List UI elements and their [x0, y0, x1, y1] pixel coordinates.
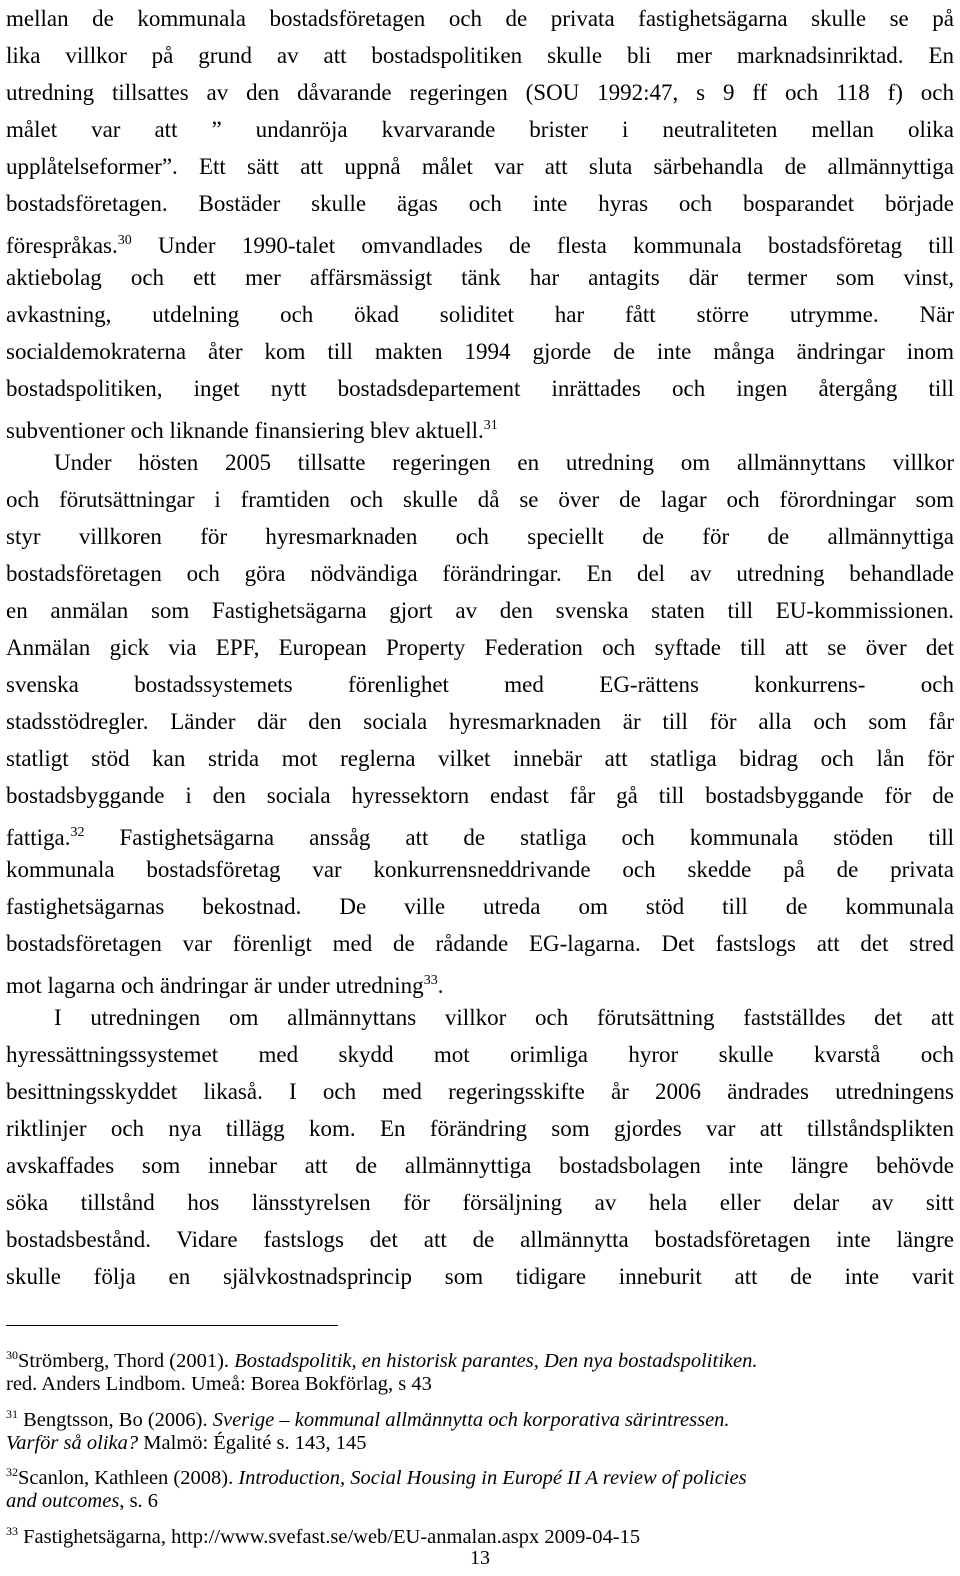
- line-text-cont: Fastighetsägarna anssåg att de statliga och kommunala stöden till: [84, 825, 954, 850]
- footnote-text: Strömberg, Thord (2001).: [18, 1350, 235, 1372]
- text-line: [6, 79, 954, 107]
- line-text: bostadsbyggande i den sociala hyressektorn endast får gå till bostadsbyggande för de: [6, 783, 954, 808]
- line-text: bostadsföretagen och göra nödvändiga förändringar. En del av utredning behandlade: [6, 561, 954, 586]
- text-line: [6, 745, 954, 773]
- line-text: kommunala bostadsföretag var konkurrensneddrivande och skedde på de privata: [6, 857, 954, 882]
- line-text: en anmälan som Fastighetsägarna gjort av den svenska staten till EU-kommissionen.: [6, 598, 954, 623]
- footnote-title: and outcomes: [6, 1490, 120, 1512]
- text-line: [6, 5, 954, 33]
- text-line: [6, 1152, 954, 1180]
- line-text: avskaffades som innebar att de allmännyttiga bostadsbolagen inte längre behövde: [6, 1153, 954, 1178]
- text-line: [6, 1004, 954, 1032]
- line-text: styr villkoren för hyresmarknaden och speciellt de för de allmännyttiga: [6, 524, 954, 549]
- footnote-line: [6, 1431, 954, 1455]
- text-line: [6, 597, 954, 625]
- footnote-line: [6, 1460, 954, 1490]
- line-text: aktiebolag och ett mer affärsmässigt tänk har antagits där termer som vinst,: [6, 265, 954, 290]
- line-text: I utredningen om allmännyttans villkor och förutsättning fastställdes det att: [54, 1005, 954, 1030]
- footnote-number: 33: [6, 1524, 18, 1538]
- line-text: stadsstödregler. Länder där den sociala hyresmarknaden är till för alla och som får: [6, 709, 954, 734]
- text-line: [6, 449, 954, 477]
- text-line: [6, 782, 954, 810]
- footnote-title: Varför så olika?: [6, 1432, 139, 1454]
- footnote-text: Fastighetsägarna, http://www.svefast.se/web/EU-anmalan.aspx 2009-04-15: [18, 1526, 641, 1548]
- text-line: [6, 412, 954, 445]
- text-line: [6, 523, 954, 551]
- text-line: [6, 708, 954, 736]
- line-text: besittningsskyddet likaså. I och med regeringsskifte år 2006 ändrades utredningens: [6, 1079, 954, 1104]
- line-text: fastighetsägarnas bekostnad. De ville utreda om stöd till de kommunala: [6, 894, 954, 919]
- text-line: [6, 1041, 954, 1069]
- page-number: 13: [470, 1547, 490, 1569]
- line-text: hyressättningssystemet med skydd mot orimliga hyror skulle kvarstå och: [6, 1042, 954, 1067]
- line-text: målet var att ” undanröja kvarvarande brister i neutraliteten mellan olika: [6, 117, 954, 142]
- line-text: förespråkas.: [6, 233, 118, 258]
- footnote-title: Bostadspolitik, en historisk parantes, Den nya bostadspolitiken.: [234, 1350, 758, 1372]
- footnote-text-end: Malmö: Égalité s. 143, 145: [138, 1432, 367, 1454]
- footnote-number: 31: [6, 1407, 18, 1421]
- line-text: avkastning, utdelning och ökad soliditet har fått större utrymme. När: [6, 302, 954, 327]
- line-text: svenska bostadssystemets förenlighet med EG-rättens konkurrens- och: [6, 672, 954, 697]
- line-text-cont: .: [437, 973, 444, 998]
- text-line: [6, 486, 954, 514]
- line-text: mot lagarna och ändringar är under utredning: [6, 973, 424, 998]
- footnote-text: red. Anders Lindbom. Umeå: Borea Bokförlag, s 43: [6, 1373, 432, 1395]
- text-line: [6, 930, 954, 958]
- line-text: statligt stöd kan strida mot reglerna vilket innebär att statliga bidrag och lån för: [6, 746, 954, 771]
- text-line: [6, 634, 954, 662]
- footnote-line: [6, 1519, 954, 1549]
- footnote-ref: 32: [70, 825, 85, 840]
- footnote-text: Scanlon, Kathleen (2008).: [18, 1467, 239, 1489]
- line-text: och förutsättningar i framtiden och skulle då se över de lagar och förordningar som: [6, 487, 954, 512]
- text-line: [6, 819, 954, 852]
- footnote-number: 32: [6, 1465, 18, 1479]
- text-line: [6, 227, 954, 260]
- text-line: [6, 1078, 954, 1106]
- line-text: Under hösten 2005 tillsatte regeringen en utredning om allmännyttans villkor: [54, 450, 954, 475]
- text-line: [6, 264, 954, 292]
- text-line: [6, 893, 954, 921]
- text-line: [6, 153, 954, 181]
- footnote-number: 30: [6, 1348, 18, 1362]
- footnote-text-end: , s. 6: [119, 1490, 159, 1512]
- text-line: [6, 967, 954, 1000]
- text-line: [6, 190, 954, 218]
- text-line: [6, 338, 954, 366]
- footnote-ref: 33: [423, 973, 438, 988]
- line-text: socialdemokraterna åter kom till makten 1994 gjorde de inte många ändringar inom: [6, 339, 954, 364]
- line-text: söka tillstånd hos länsstyrelsen för försäljning av hela eller delar av sitt: [6, 1190, 954, 1215]
- line-text: fattiga.: [6, 825, 71, 850]
- footnote-ref: 30: [117, 233, 132, 248]
- footnote-line: [6, 1402, 954, 1432]
- text-line: [6, 1189, 954, 1217]
- text-line: [6, 671, 954, 699]
- text-line: [6, 856, 954, 884]
- footnote-text: Bengtsson, Bo (2006).: [18, 1409, 213, 1431]
- line-text: bostadsbestånd. Vidare fastslogs det att de allmännytta bostadsföretagen inte längre: [6, 1227, 954, 1252]
- line-text: subventioner och liknande finansiering blev aktuell.: [6, 418, 484, 443]
- footnote-title: Sverige – kommunal allmännytta och korporativa särintressen.: [212, 1409, 730, 1431]
- text-line: [6, 301, 954, 329]
- text-line: [6, 375, 954, 403]
- footnote-divider: [6, 1325, 338, 1326]
- line-text: lika villkor på grund av att bostadspolitiken skulle bli mer marknadsinriktad. En: [6, 43, 954, 68]
- line-text: bostadsföretagen. Bostäder skulle ägas och inte hyras och bosparandet började: [6, 191, 954, 216]
- line-text: mellan de kommunala bostadsföretagen och de privata fastighetsägarna skulle se på: [6, 6, 954, 31]
- line-text: upplåtelseformer”. Ett sätt att uppnå målet var att sluta särbehandla de allmännyttiga: [6, 154, 954, 179]
- text-line: [6, 116, 954, 144]
- line-text: skulle följa en självkostnadsprincip som tidigare inneburit att de inte varit: [6, 1264, 954, 1289]
- line-text: Anmälan gick via EPF, European Property Federation och syftade till att se över det: [6, 635, 954, 660]
- footnote-line: [6, 1343, 954, 1373]
- text-line: [6, 1263, 954, 1291]
- text-line: [6, 1115, 954, 1143]
- text-line: [6, 1226, 954, 1254]
- footnote-ref: 31: [483, 418, 498, 433]
- line-text: utredning tillsattes av den dåvarande regeringen (SOU 1992:47, s 9 ff och 118 f) och: [6, 80, 954, 105]
- footnote-title: Introduction, Social Housing in Europé II A review of policies: [238, 1467, 747, 1489]
- text-line: [6, 42, 954, 70]
- line-text: bostadspolitiken, inget nytt bostadsdepartement inrättades och ingen återgång till: [6, 376, 954, 401]
- line-text-cont: Under 1990-talet omvandlades de flesta kommunala bostadsföretag till: [131, 233, 954, 258]
- line-text: bostadsföretagen var förenligt med de rådande EG-lagarna. Det fastslogs att det stred: [6, 931, 954, 956]
- footnote-line: [6, 1372, 954, 1396]
- text-line: [6, 560, 954, 588]
- footnote-line: [6, 1489, 954, 1513]
- line-text: riktlinjer och nya tillägg kom. En förändring som gjordes var att tillståndsplikten: [6, 1116, 954, 1141]
